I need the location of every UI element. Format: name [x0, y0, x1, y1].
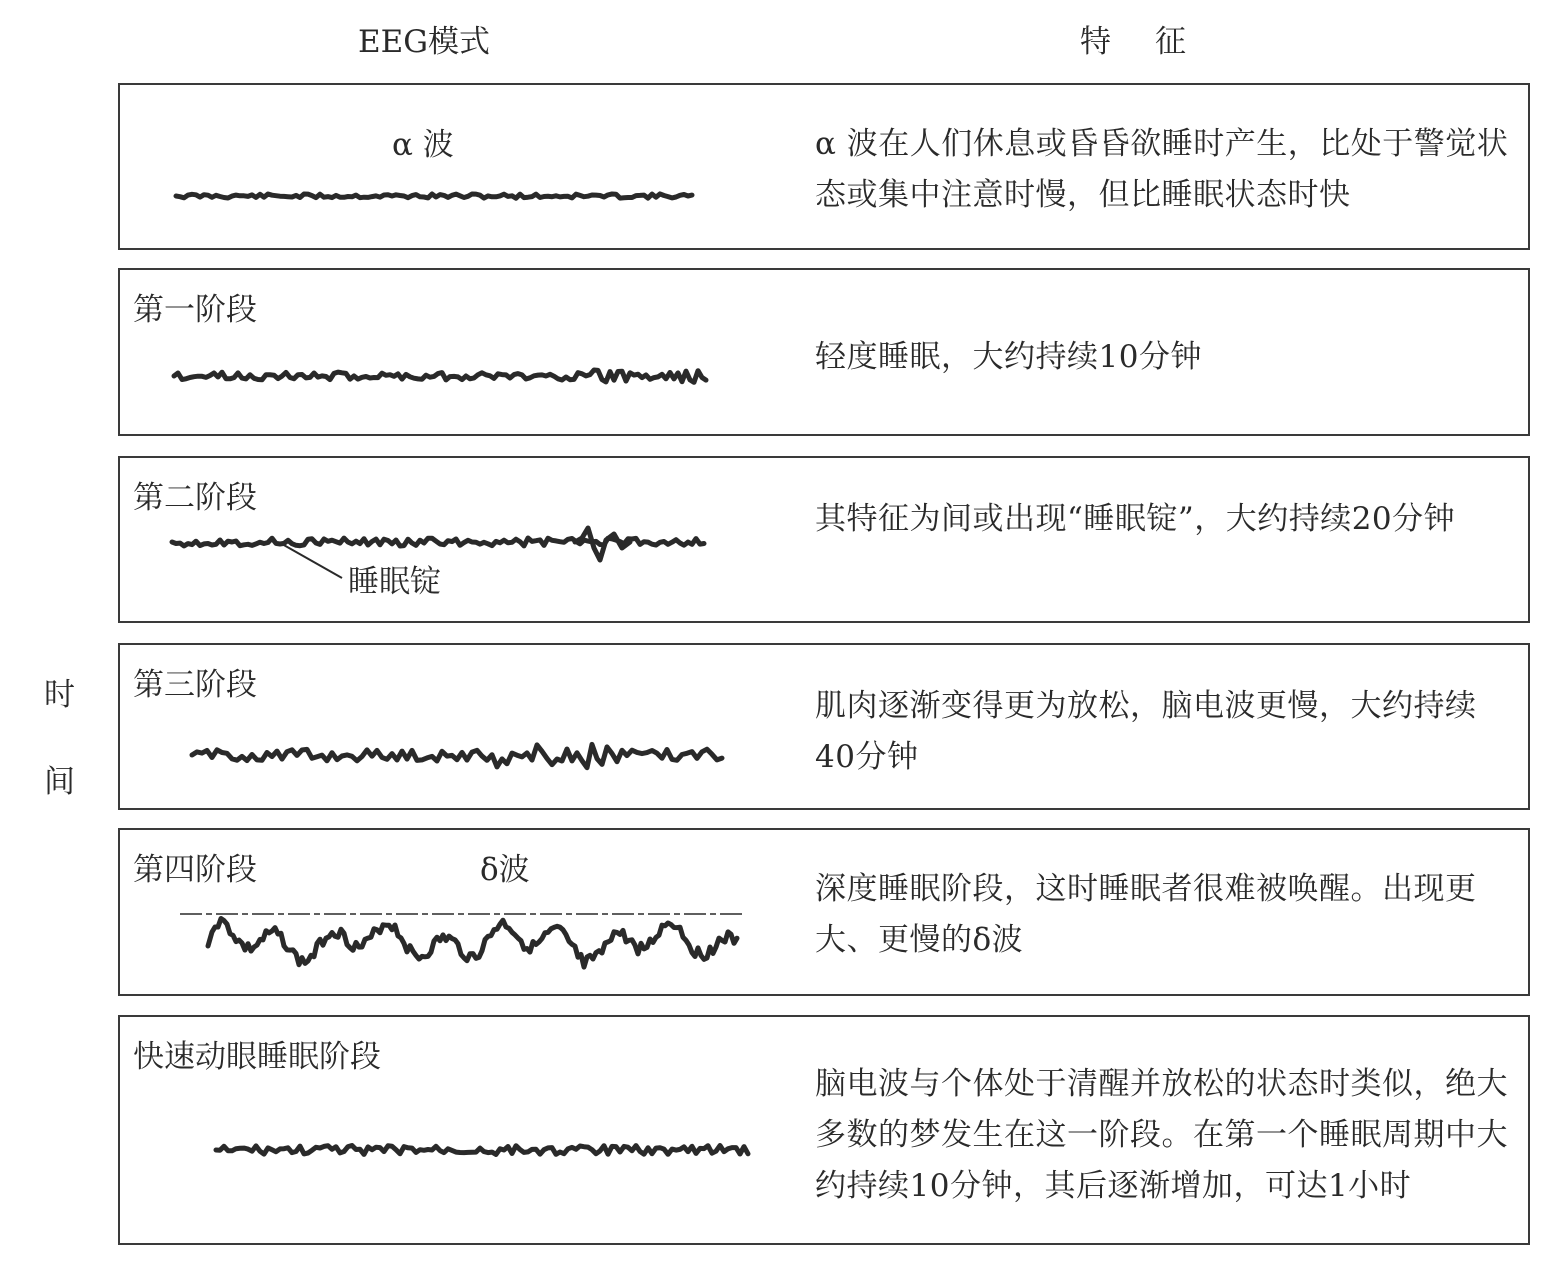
- stage-2-eeg-trace: [120, 458, 820, 625]
- stage-3-description: 肌肉逐渐变得更为放松，脑电波更慢，大约持续40分钟: [815, 688, 1477, 775]
- header-features: 特征: [1080, 24, 1230, 60]
- time-axis-char-1: 时: [44, 677, 75, 713]
- stage-row-3: [118, 643, 1530, 810]
- alpha-description: α 波在人们休息或昏昏欲睡时产生，比处于警觉状态或集中注意时慢，但比睡眠状态时快: [815, 126, 1509, 213]
- delta-wave-label: δ波: [480, 852, 530, 888]
- stage-3-eeg-trace: [120, 645, 820, 812]
- stage-2-description: 其特征为间或出现“睡眠锭”，大约持续20分钟: [815, 501, 1456, 537]
- sleep-spindle-annotation: 睡眠锭: [348, 564, 441, 600]
- stage-row-2: [118, 456, 1530, 623]
- stage-1-eeg-trace: [120, 270, 820, 438]
- stage-row-alpha: [118, 83, 1530, 250]
- alpha-eeg-trace: [120, 85, 820, 252]
- stage-4-label: 第四阶段: [133, 852, 257, 888]
- header-eeg-pattern: EEG模式: [358, 24, 491, 60]
- stage-4-eeg-trace: [120, 830, 820, 998]
- stage-row-1: [118, 268, 1530, 436]
- stage-row-rem: [118, 1015, 1530, 1245]
- rem-eeg-trace: [120, 1017, 820, 1247]
- stage-row-4: [118, 828, 1530, 996]
- stage-1-description: 轻度睡眠，大约持续10分钟: [815, 339, 1202, 375]
- spindle-pointer-line: [282, 544, 342, 578]
- stage-4-description: 深度睡眠阶段，这时睡眠者很难被唤醒。出现更大、更慢的δ波: [815, 871, 1477, 958]
- rem-stage-label: 快速动眼睡眠阶段: [133, 1039, 381, 1075]
- stage-3-label: 第三阶段: [133, 667, 257, 703]
- stage-2-label: 第二阶段: [133, 480, 257, 516]
- alpha-wave-label: α 波: [392, 127, 454, 163]
- stage-1-label: 第一阶段: [133, 292, 257, 328]
- rem-description: 脑电波与个体处于清醒并放松的状态时类似，绝大多数的梦发生在这一阶段。在第一个睡眠周期中大约持续10分钟，其后逐渐增加，可达1小时: [815, 1066, 1508, 1204]
- time-axis-char-2: 间: [44, 764, 75, 800]
